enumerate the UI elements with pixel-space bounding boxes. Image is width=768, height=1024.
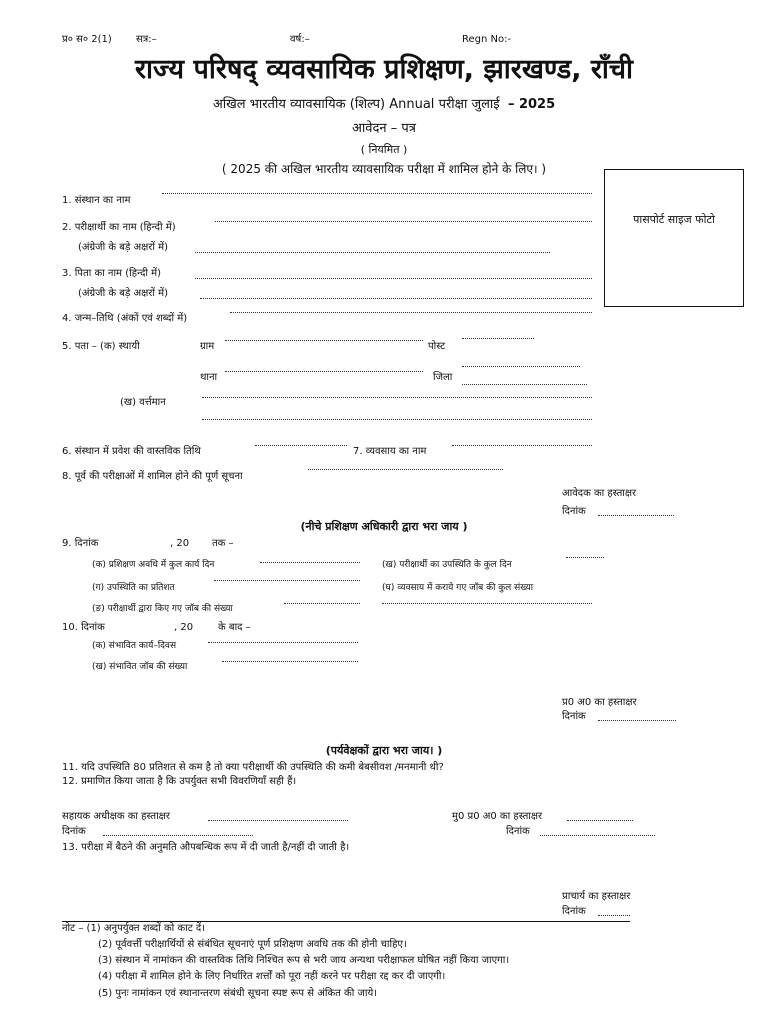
- field-9-year: , 20: [170, 538, 190, 549]
- field-10-date: 10. दिनांक: [62, 622, 105, 633]
- field-dob: 4. जन्म–तिथि (अंकों एवं शब्दों में): [62, 313, 188, 324]
- thana-line[interactable]: [225, 371, 423, 372]
- field-father-name-english: (अंग्रेजी के बड़े अक्षरों में): [78, 288, 169, 299]
- subtitle-annual: Annual: [389, 97, 435, 112]
- subtitle-year: – 2025: [507, 97, 556, 112]
- note-3: (3) संस्थान में नामांकन की वास्तविक तिथि निश्चित रूप से भरी जाय अन्यथा परीक्षाफल घोषित नहीं किया जाएगा।: [98, 955, 510, 966]
- district-line[interactable]: [462, 384, 587, 385]
- field-previous-exams: 8. पूर्व की परीक्षाओं में शामिल होने की पूर्ण सूचना: [62, 471, 243, 482]
- label-district: जिला: [433, 372, 453, 383]
- field-total-jobs: (घ) व्यवसाय में कराये गए जॉब की कुल संख्या: [382, 583, 534, 593]
- father-name-english-line[interactable]: [200, 298, 592, 299]
- year-label: वर्ष:–: [290, 34, 310, 45]
- asst-superintendent-sign-label: सहायक अधीक्षक का हस्ताक्षर: [62, 811, 170, 822]
- field-attendance-percent: (ग) उपस्थिति का प्रतिशत: [92, 583, 175, 593]
- passport-photo-box: [604, 169, 744, 307]
- trade-name-line[interactable]: [452, 445, 592, 446]
- label-post: पोस्ट: [428, 341, 446, 352]
- session-label: सत्र:–: [136, 34, 157, 45]
- attendance-percent-line[interactable]: [214, 580, 360, 581]
- officer-signature-label: प्र0 अ0 का हस्ताक्षर: [562, 697, 637, 708]
- supervisor-heading: (पर्यवेक्षकों द्वारा भरा जाय। ): [325, 744, 443, 757]
- question-13: 13. परीक्षा में बैठने की अनुमति औपबन्धिक रूप में दी जाती है/नहीं दी जाती है।: [62, 842, 350, 853]
- field-admission-date: 6. संस्थान में प्रवेश की वास्तविक तिथि: [62, 446, 201, 457]
- current-address-line-1[interactable]: [202, 397, 592, 398]
- chief-date-line[interactable]: [540, 835, 655, 836]
- applicant-signature-label: आवेदक का हस्ताक्षर: [562, 488, 637, 499]
- jobs-by-candidate-line[interactable]: [284, 603, 360, 604]
- form-number: प्र० स० 2(1): [62, 34, 112, 45]
- field-expected-working-days: (क) संभावित कार्य–दिवस: [92, 641, 177, 651]
- principal-signature-label: प्राचार्य का हस्ताक्षर: [562, 891, 631, 902]
- expected-working-days-line[interactable]: [208, 642, 358, 643]
- notes-divider: [62, 921, 630, 922]
- note-1: नोट – (1) अनुपर्युक्त शब्दों को काट दें।: [62, 923, 206, 934]
- field-10-year: , 20: [174, 622, 194, 633]
- label-thana: थाना: [200, 372, 218, 383]
- village-line[interactable]: [225, 340, 423, 341]
- field-total-working-days: (क) प्रशिक्षण अवधि में कुल कार्य दिन: [92, 560, 215, 570]
- note-2: (2) पूर्ववर्त्ती परीक्षार्थियों से संबंधित सूचनाएं पूर्ण प्रशिक्षण अवधि तक की होनी चाहिए।: [98, 939, 407, 950]
- dob-line[interactable]: [230, 312, 592, 313]
- form-type: ( नियमित ): [360, 143, 408, 156]
- admission-date-line[interactable]: [255, 445, 347, 446]
- field-address-current: (ख) वर्त्तमान: [120, 397, 166, 408]
- subtitle-hindi: अखिल भारतीय व्यावसायिक (शिल्प): [212, 97, 386, 112]
- field-9-upto: तक –: [212, 538, 234, 549]
- subtitle-exam: परीक्षा जुलाई: [438, 97, 500, 112]
- field-expected-jobs: (ख) संभावित जॉब की संख्या: [92, 662, 188, 672]
- current-address-line-2[interactable]: [202, 419, 592, 420]
- note-5: (5) पुनः नामांकन एवं स्थानान्तरण संबंधी सूचना स्पष्ट रूप से अंकित की जाये।: [98, 988, 378, 999]
- candidate-name-hindi-line[interactable]: [215, 221, 592, 222]
- asst-date-label: दिनांक: [62, 826, 86, 837]
- candidate-name-english-line[interactable]: [195, 252, 550, 253]
- chief-officer-sign-label: मु0 प्र0 अ0 का हस्ताक्षर: [452, 811, 543, 822]
- officer-date-line[interactable]: [598, 720, 676, 721]
- note-4: (4) परीक्षा में शामिल होने के लिए निर्धारित शर्त्तों को पूरा नहीं करने पर परीक्षा रद्द कर दी जाएगी।: [98, 971, 446, 982]
- photo-label: पासपोर्ट साइज फोटो: [633, 213, 715, 226]
- label-village: ग्राम: [200, 341, 215, 352]
- question-11: 11. यदि उपस्थिति 80 प्रतिशत से कम है तो क्या परीक्षार्थी की उपस्थिति की कमी बेबसीवश /मनमानी थी?: [62, 762, 444, 773]
- field-institute-name: 1. संस्थान का नाम: [62, 195, 131, 206]
- form-purpose: ( 2025 की अखिल भारतीय व्यावसायिक परीक्षा में शामिल होने के लिए। ): [221, 162, 547, 176]
- training-officer-heading: (नीचे प्रशिक्षण अधिकारी द्वारा भरा जाय ): [300, 520, 468, 533]
- field-9-date: 9. दिनांक: [62, 538, 99, 549]
- father-name-hindi-line[interactable]: [195, 278, 592, 279]
- field-candidate-name-hindi: 2. परीक्षार्थी का नाम (हिन्दी में): [62, 222, 176, 233]
- exam-subtitle: [0, 97, 768, 113]
- officer-date-label: दिनांक: [562, 711, 586, 722]
- page-title: राज्य परिषद् व्यवसायिक प्रशिक्षण, झारखण्ड, राँची: [134, 54, 634, 85]
- field-trade-name: 7. व्यवसाय का नाम: [353, 446, 427, 457]
- question-12: 12. प्रमाणित किया जाता है कि उपर्युक्त सभी विवरणियाँ सही हैं।: [62, 776, 297, 787]
- principal-date-line[interactable]: [598, 915, 630, 916]
- regn-label: Regn No:-: [462, 34, 512, 45]
- applicant-date-line[interactable]: [598, 515, 674, 516]
- asst-date-line[interactable]: [103, 835, 253, 836]
- field-jobs-by-candidate: (ङ) परीक्षार्थी द्वारा किए गए जॉब की संख्या: [92, 604, 233, 614]
- post-line-2[interactable]: [462, 366, 580, 367]
- expected-jobs-line[interactable]: [222, 661, 358, 662]
- field-10-after: के बाद –: [218, 622, 251, 633]
- form-name: आवेदन – पत्र: [352, 121, 416, 136]
- attendance-days-line[interactable]: [566, 557, 604, 558]
- total-working-days-line[interactable]: [260, 562, 360, 563]
- field-candidate-name-english: (अंग्रेजी के बड़े अक्षरों में): [78, 242, 169, 253]
- post-line[interactable]: [462, 338, 534, 339]
- chief-date-label: दिनांक: [506, 826, 530, 837]
- institute-name-line[interactable]: [162, 193, 592, 194]
- chief-officer-sign-line[interactable]: [567, 820, 633, 821]
- total-jobs-line[interactable]: [382, 603, 592, 604]
- principal-date-label: दिनांक: [562, 906, 586, 917]
- previous-exams-line[interactable]: [308, 469, 503, 470]
- asst-superintendent-sign-line[interactable]: [208, 820, 348, 821]
- applicant-date-label: दिनांक: [562, 506, 586, 517]
- field-attendance-days: (ख) परीक्षार्थी का उपस्थिति के कुल दिन: [382, 560, 512, 570]
- field-address-permanent: 5. पता – (क) स्थायी: [62, 341, 140, 352]
- field-father-name-hindi: 3. पिता का नाम (हिन्दी में): [62, 268, 162, 279]
